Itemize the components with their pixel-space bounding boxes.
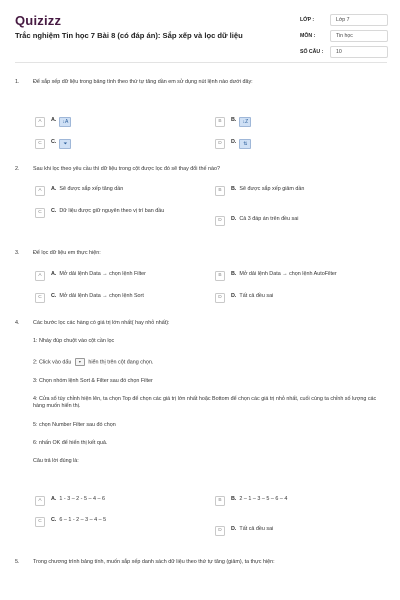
filter-dropdown-icon: ▾ xyxy=(75,358,85,366)
option-label: A. xyxy=(51,496,57,502)
option-label: A. xyxy=(51,271,57,277)
option-box[interactable]: C xyxy=(35,139,45,149)
step-5: 5: chọn Number Filter sau đó chọn xyxy=(33,422,116,428)
option-box[interactable]: A xyxy=(35,117,45,127)
question-text: Để sắp xếp dữ liệu trong bảng tính theo thứ tự tăng dần em sử dụng nút lệnh nào dưới đây: xyxy=(33,79,253,85)
step-2-text-end: hiển thị trên cột đang chọn. xyxy=(88,359,154,366)
option-box[interactable]: C xyxy=(35,208,45,218)
step-4: 4: Cửa sổ tùy chỉnh hiện lên, ta chọn Top để chọn các giá trị lớn nhất hoặc Bottom để chọn các giá trị nhỏ nhất, cuối cùng ta chỉnh số lượng các hàng muốn hiển thị. xyxy=(33,396,377,409)
question-number: 2. xyxy=(15,166,20,172)
option-box[interactable]: D xyxy=(215,139,225,149)
option-b[interactable] xyxy=(215,117,251,127)
option-label: D. xyxy=(231,216,237,222)
option-b[interactable] xyxy=(215,186,304,196)
option-text: Mở dải lệnh Data → chọn lệnh Filter xyxy=(59,271,146,277)
option-text: Sẽ được sắp xếp tăng dần xyxy=(59,186,124,192)
question-number: 4. xyxy=(15,320,20,326)
question-text: Các bước lọc các hàng có giá trị lớn nhất( hay nhỏ nhất): xyxy=(33,320,170,326)
option-label: B. xyxy=(231,496,237,502)
option-label: C. xyxy=(51,139,57,145)
option-d[interactable] xyxy=(215,293,273,303)
question-number: 3. xyxy=(15,250,20,256)
option-d[interactable] xyxy=(215,139,251,149)
subject-label: MÔN : xyxy=(300,33,316,39)
option-c[interactable] xyxy=(35,293,144,303)
option-text: 2 – 1 – 3 – 5 – 6 – 4 xyxy=(239,496,288,502)
step-2 xyxy=(33,358,383,366)
header-divider xyxy=(15,62,387,63)
option-c[interactable] xyxy=(35,139,71,149)
option-d[interactable] xyxy=(215,216,298,226)
option-text: Tất cả đều sai xyxy=(239,293,274,299)
step-2-text: 2: Click vào dấu xyxy=(33,359,72,366)
option-label: C. xyxy=(51,208,57,214)
option-label: D. xyxy=(231,293,237,299)
option-a[interactable] xyxy=(35,496,105,506)
quizizz-logo: Quizizz xyxy=(15,13,62,28)
option-c[interactable] xyxy=(35,208,164,218)
option-label: A. xyxy=(51,117,57,123)
option-text: Cả 3 đáp án trên đều sai xyxy=(239,216,299,222)
option-box[interactable]: A xyxy=(35,186,45,196)
question-text: Sau khi lọc theo yêu cầu thì dữ liệu trong cột được lọc đó sẽ thay đổi thế nào? xyxy=(33,166,220,172)
question-4 xyxy=(15,320,387,520)
option-label: C. xyxy=(51,517,57,523)
option-label: B. xyxy=(231,186,237,192)
option-box[interactable]: B xyxy=(215,186,225,196)
class-label: LỚP : xyxy=(300,17,315,23)
sort-ascending-icon: ↓A xyxy=(59,117,71,127)
option-box[interactable]: B xyxy=(215,117,225,127)
option-text: Sẽ được sắp xếp giảm dần xyxy=(239,186,305,192)
question-count-value: 10 xyxy=(330,46,388,58)
option-d[interactable] xyxy=(215,526,273,536)
option-text: Dữ liệu được giữ nguyên theo vị trí ban đầu xyxy=(59,208,165,214)
option-label: D. xyxy=(231,526,237,532)
option-box[interactable]: A xyxy=(35,496,45,506)
option-text: 6 – 1 - 2 – 3 – 4 – 5 xyxy=(59,517,107,523)
question-number: 5. xyxy=(15,559,20,565)
option-text: Mở dải lệnh Data → chọn lệnh AutoFilter xyxy=(239,271,337,277)
step-1: 1: Nháy đúp chuột vào cột cần lọc xyxy=(33,338,115,344)
option-b[interactable] xyxy=(215,271,337,281)
option-c[interactable] xyxy=(35,517,106,527)
option-box[interactable]: C xyxy=(35,293,45,303)
option-a[interactable] xyxy=(35,117,71,127)
step-3: 3: Chọn nhóm lệnh Sort & Filter sau đó chọn Filter xyxy=(33,378,153,384)
option-text: Mở dải lệnh Data → chọn lệnh Sort xyxy=(59,293,144,299)
option-text: Tất cả đều sai xyxy=(239,526,274,532)
worksheet-meta xyxy=(300,12,388,60)
page-title: Trắc nghiệm Tin học 7 Bài 8 (có đáp án): Sắp xếp và lọc dữ liệu xyxy=(15,31,243,40)
sort-descending-icon: ↓Z xyxy=(239,117,251,127)
option-a[interactable] xyxy=(35,271,146,281)
question-count-label: SỐ CÂU : xyxy=(300,49,324,55)
question-text: Trong chương trình bảng tính, muốn sắp xếp danh sách dữ liệu theo thứ tự tăng (giảm), ta thực hiện: xyxy=(33,559,275,565)
option-label: D. xyxy=(231,139,237,145)
class-value: Lớp 7 xyxy=(330,14,388,26)
option-box[interactable]: D xyxy=(215,216,225,226)
answer-prompt: Câu trả lời đúng là: xyxy=(33,458,79,464)
filter-icon: ⏷ xyxy=(59,139,71,149)
option-label: A. xyxy=(51,186,57,192)
question-text: Để lọc dữ liệu em thực hiện: xyxy=(33,250,101,256)
option-box[interactable]: D xyxy=(215,526,225,536)
option-label: C. xyxy=(51,293,57,299)
option-box[interactable]: B xyxy=(215,496,225,506)
option-b[interactable] xyxy=(215,496,287,506)
question-number: 1. xyxy=(15,79,20,85)
option-box[interactable]: C xyxy=(35,517,45,527)
option-box[interactable]: A xyxy=(35,271,45,281)
option-label: B. xyxy=(231,271,237,277)
sort-icon: ⇅ xyxy=(239,139,251,149)
subject-value: Tin học xyxy=(330,30,388,42)
option-box[interactable]: D xyxy=(215,293,225,303)
option-box[interactable]: B xyxy=(215,271,225,281)
option-label: B. xyxy=(231,117,237,123)
option-text: 1 - 3 – 2 - 5 – 4 – 6 xyxy=(59,496,105,502)
step-6: 6: nhấn OK để hiển thị kết quả. xyxy=(33,440,108,446)
option-a[interactable] xyxy=(35,186,123,196)
